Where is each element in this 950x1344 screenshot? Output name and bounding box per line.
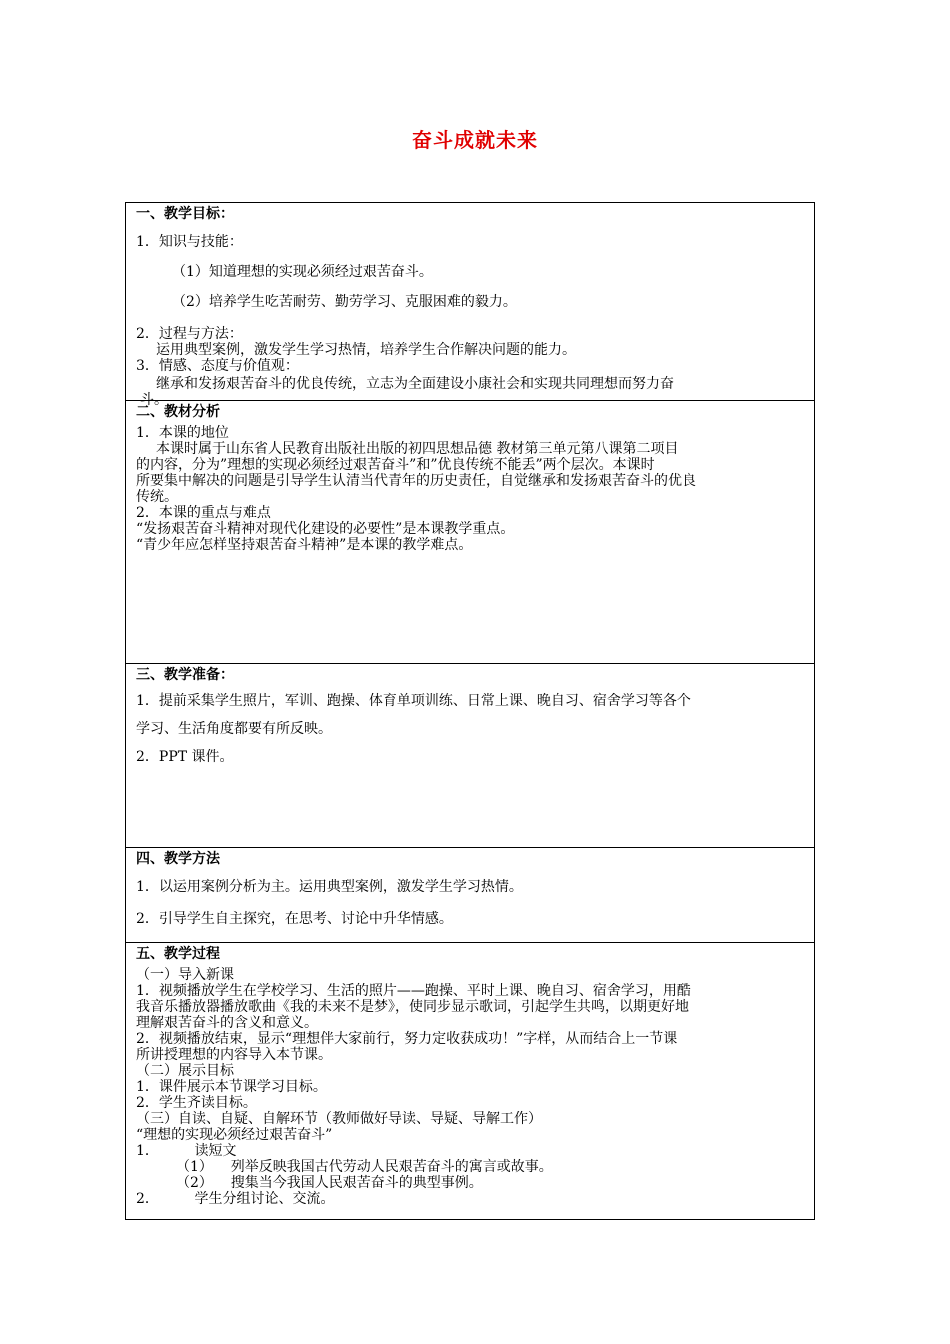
section-material-analysis bbox=[126, 400, 814, 663]
text-line: 斗。 bbox=[140, 392, 168, 408]
text-line: “理想的实现必须经过艰苦奋斗” bbox=[136, 1127, 333, 1143]
text-line: 2．学生齐读目标。 bbox=[136, 1095, 257, 1111]
text-line: 2．PPT 课件。 bbox=[136, 749, 234, 765]
text-line: （一）导入新课 bbox=[136, 967, 234, 983]
section-heading: 二、教材分析 bbox=[136, 404, 220, 420]
text-line: 1．视频播放学生在学校学习、生活的照片——跑操、平时上课、晚自习、宿舍学习，用酷 bbox=[136, 983, 691, 999]
text-line: 2．引导学生自主探究，在思考、讨论中升华情感。 bbox=[136, 911, 453, 927]
text-line: 2．过程与方法： bbox=[136, 326, 243, 342]
text-line: 2．视频播放结束，显示“理想伴大家前行，努力定收获成功！”字样，从而结合上一节课 bbox=[136, 1031, 678, 1047]
text-line: 1． 读短文 bbox=[136, 1143, 237, 1159]
text-line: “发扬艰苦奋斗精神对现代化建设的必要性”是本课教学重点。 bbox=[136, 521, 515, 537]
text-line: 1．提前采集学生照片，军训、跑操、体育单项训练、日常上课、晚自习、宿舍学习等各个 bbox=[136, 693, 691, 709]
text-line: 1．课件展示本节课学习目标。 bbox=[136, 1079, 327, 1095]
section-teaching-preparation bbox=[126, 663, 814, 847]
section-teaching-process bbox=[126, 942, 814, 1219]
text-line: 所讲授理想的内容导入本节课。 bbox=[136, 1047, 332, 1063]
text-line: 学习、生活角度都要有所反映。 bbox=[136, 721, 332, 737]
text-line: 所要集中解决的问题是引导学生认清当代青年的历史责任，自觉继承和发扬艰苦奋斗的优良 bbox=[136, 473, 696, 489]
text-line: 1．以运用案例分析为主。运用典型案例，激发学生学习热情。 bbox=[136, 879, 523, 895]
text-line: 1．本课的地位 bbox=[136, 425, 229, 441]
text-line: （二）展示目标 bbox=[136, 1063, 234, 1079]
section-heading: 四、教学方法 bbox=[136, 851, 220, 867]
text-line: 2．本课的重点与难点 bbox=[136, 505, 271, 521]
text-line: 3．情感、态度与价值观： bbox=[136, 358, 299, 374]
text-line: 2． 学生分组讨论、交流。 bbox=[136, 1191, 335, 1207]
text-line: （1）知道理想的实现必须经过艰苦奋斗。 bbox=[172, 264, 433, 280]
section-heading: 一、教学目标： bbox=[136, 206, 234, 222]
text-line: （1） 列举反映我国古代劳动人民艰苦奋斗的寓言或故事。 bbox=[176, 1159, 553, 1175]
text-line: 本课时属于山东省人民教育出版社出版的初四思想品德 教材第三单元第八课第二项目 bbox=[156, 441, 679, 457]
section-teaching-objectives bbox=[126, 204, 814, 408]
text-line: （2）培养学生吃苦耐劳、勤劳学习、克服困难的毅力。 bbox=[172, 294, 517, 310]
section-heading: 三、教学准备： bbox=[136, 667, 234, 683]
text-line: 传统。 bbox=[136, 489, 178, 505]
lesson-plan-table bbox=[125, 202, 815, 1220]
text-line: 运用典型案例，激发学生学习热情，培养学生合作解决问题的能力。 bbox=[156, 342, 576, 358]
document-title: 奋斗成就未来 bbox=[412, 128, 538, 152]
text-line: 我音乐播放器播放歌曲《我的未来不是梦》，使同步显示歌词，引起学生共鸣，以期更好地 bbox=[136, 999, 689, 1015]
text-line: 继承和发扬艰苦奋斗的优良传统，立志为全面建设小康社会和实现共同理想而努力奋 bbox=[156, 376, 674, 392]
text-line: 1．知识与技能： bbox=[136, 234, 243, 250]
text-line: （三）自读、自疑、自解环节（教师做好导读、导疑、导解工作） bbox=[136, 1111, 542, 1127]
section-heading: 五、教学过程 bbox=[136, 946, 220, 962]
text-line: 理解艰苦奋斗的含义和意义。 bbox=[136, 1015, 318, 1031]
text-line: 的内容，分为”理想的实现必须经过艰苦奋斗”和”优良传统不能丢”两个层次。本课时 bbox=[136, 457, 655, 473]
text-line: （2） 搜集当今我国人民艰苦奋斗的典型事例。 bbox=[176, 1175, 483, 1191]
text-line: “青少年应怎样坚持艰苦奋斗精神”是本课的教学难点。 bbox=[136, 537, 473, 553]
section-teaching-methods bbox=[126, 847, 814, 942]
